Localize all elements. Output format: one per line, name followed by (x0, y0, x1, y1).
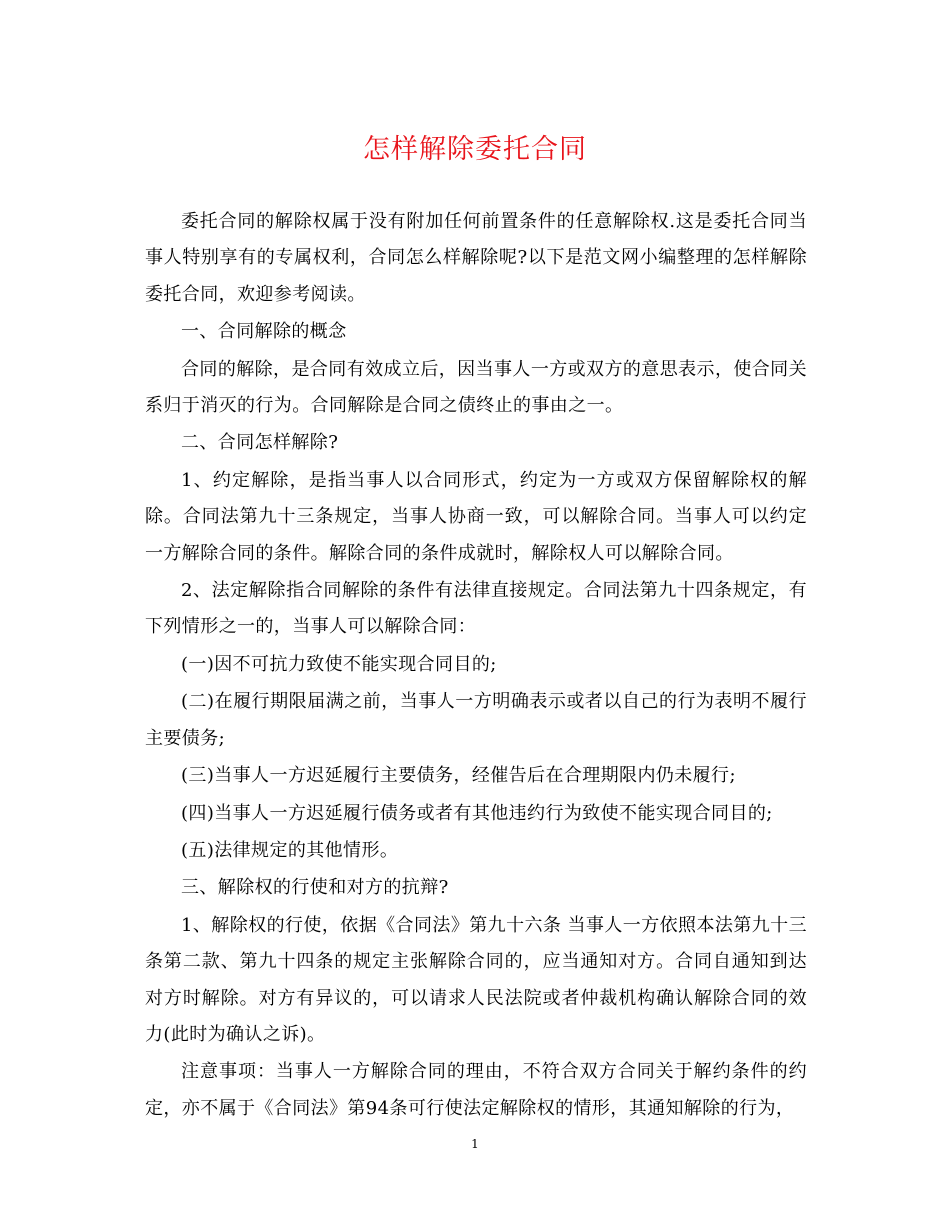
heading-section-3: 三、解除权的行使和对方的抗辩? (181, 877, 449, 899)
paragraph-definition: 合同的解除，是合同有效成立后，因当事人一方或双方的意思表示，使合同关系归于消灭的行为。合同解除是合同之债终止的事由之一。 (145, 358, 807, 417)
document-title: 怎样解除委托合同 (363, 134, 587, 165)
list-item-3: (三)当事人一方迟延履行主要债务，经催告后在合理期限内仍未履行; (181, 765, 736, 787)
paragraph-statutory-termination: 2、法定解除指合同解除的条件有法律直接规定。合同法第九十四条规定，有下列情形之一的，当事人可以解除合同： (145, 580, 807, 638)
paragraph-notes: 注意事项：当事人一方解除合同的理由，不符合双方合同关于解约条件的约定，亦不属于《合同法》第94条可行使法定解除权的情形，其通知解除的行为， (145, 1061, 807, 1119)
list-item-1: (一)因不可抗力致使不能实现合同目的; (181, 653, 497, 675)
paragraph-intro: 委托合同的解除权属于没有附加任何前置条件的任意解除权.这是委托合同当事人特别享有的专属权利，合同怎么样解除呢?以下是范文网小编整理的怎样解除委托合同，欢迎参考阅读。 (145, 211, 807, 305)
page-number: 1 (471, 1137, 479, 1151)
list-item-4: (四)当事人一方迟延履行债务或者有其他违约行为致使不能实现合同目的; (181, 802, 773, 824)
list-item-5: (五)法律规定的其他情形。 (181, 839, 399, 861)
paragraph-exercise-of-right: 1、解除权的行使，依据《合同法》第九十六条 当事人一方依照本法第九十三条第二款、第九十四条的规定主张解除合同的，应当通知对方。合同自通知到达对方时解除。对方有异议的，可以请求人民法院或者仲裁机构确认解除合同的效力(此时为确认之诉)。 (145, 914, 807, 1045)
paragraph-agreed-termination: 1、约定解除，是指当事人以合同形式，约定为一方或双方保留解除权的解除。合同法第九十三条规定，当事人协商一致，可以解除合同。当事人可以约定一方解除合同的条件。解除合同的条件成就时，解除权人可以解除合同。 (145, 469, 807, 564)
document-body (145, 204, 807, 1128)
heading-section-2: 二、合同怎样解除? (181, 432, 339, 454)
heading-section-1: 一、合同解除的概念 (181, 321, 347, 343)
list-item-2: (二)在履行期限届满之前，当事人一方明确表示或者以自己的行为表明不履行主要债务; (145, 691, 807, 749)
